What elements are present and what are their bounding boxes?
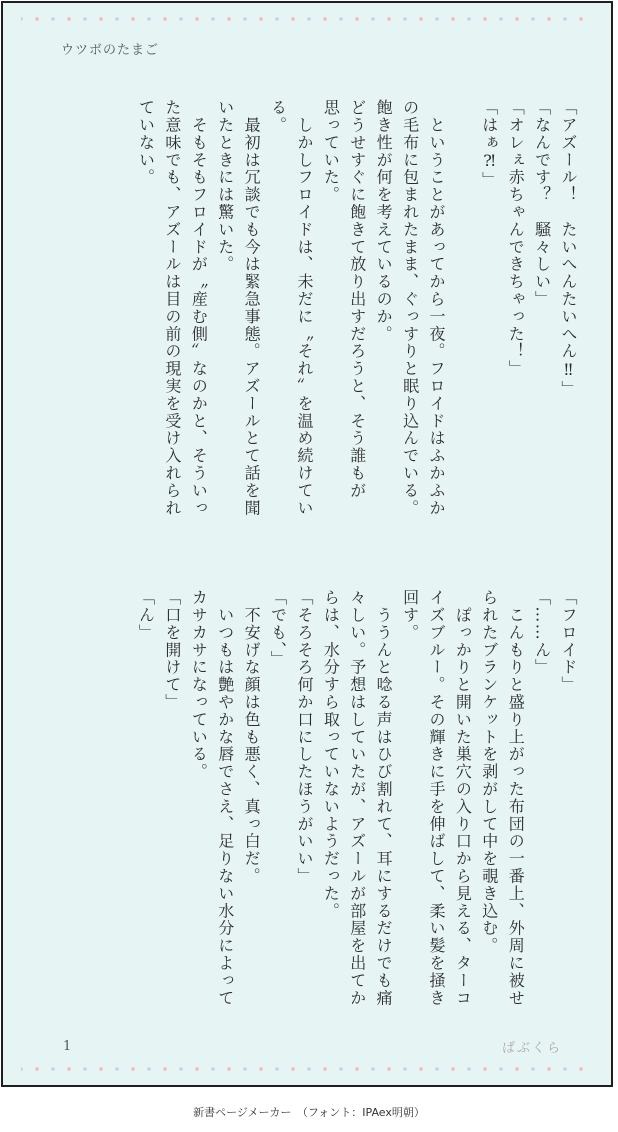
text-line: 「そろそろ何か口にしたほうがいい」 [294, 589, 314, 885]
text-line: らは、水分すら取っていないようだった。 [321, 589, 341, 920]
text-line: 最初は冗談でも今は緊急事態。アズールとて話を聞 [242, 99, 262, 517]
book-page [1, 1, 613, 1087]
text-line: 思っていた。 [321, 99, 341, 204]
text-line: 回す。 [400, 589, 420, 642]
text-line: られたブランケットを剥がして中を覗き込む。 [479, 589, 499, 955]
text-line: た意味でも、アズールは目の前の現実を受け入れられ [162, 99, 182, 517]
author-name: ぱぶくら [502, 1041, 563, 1056]
text-line: 「なんです？ 騒々しい」 [532, 99, 552, 308]
text-line: の毛布に包まれたまま、ぐっすりと眠り込んでいる。 [400, 99, 420, 517]
text-line: 「オレぇ赤ちゃんできちゃった！」 [506, 99, 526, 378]
text-line: 々しい。予想はしていたが、アズールが部屋を出てか [347, 589, 367, 1007]
text-line: しかしフロイドは、未だに〝それ〟を温め続けてい [294, 99, 314, 517]
running-header-title: ウツボのたまご [61, 43, 160, 58]
text-line: る。 [268, 99, 288, 134]
text-line: 飽き性が何を考えているのか。 [374, 99, 394, 343]
text-line: 「でも、」 [268, 589, 288, 668]
text-line: カサカサになっている。 [189, 589, 209, 781]
upper-text-block [132, 99, 581, 529]
page-number: 1 [63, 1039, 72, 1054]
text-line: ううんと唸る声はひび割れて、耳にするだけでも痛 [374, 589, 394, 1007]
text-line: 「アズール！ たいへんたいへん‼」 [559, 99, 578, 398]
text-line: 「……ん」 [532, 589, 552, 676]
lower-text-block [132, 589, 581, 1019]
text-line: 「フロイド」 [559, 589, 578, 694]
text-line: イズブルー。その輝きに手を伸ばして、柔い髪を掻き [426, 589, 446, 1007]
text-line: いたときには驚いた。 [215, 99, 235, 273]
text-line: ということがあってから一夜。フロイドはふかふか [426, 99, 446, 517]
bottom-dotted-border [21, 1067, 593, 1071]
text-line: どうせすぐに飽きて放り出すだろうと、そう誰もが [347, 99, 367, 500]
text-line: そもそもフロイドが〝産む側〟なのかと、そういっ [189, 99, 209, 517]
top-dotted-border [21, 17, 593, 21]
text-line: ていない。 [136, 99, 156, 186]
text-line [449, 99, 475, 529]
text-line: ぽっかりと開いた巣穴の入り口から見える、ターコ [453, 589, 473, 1007]
text-line: いつもは艶やかな唇でさえ、足りない水分によって [215, 589, 235, 1007]
text-line: 「口を開けて」 [162, 589, 182, 711]
text-line: 不安げな顔は色も悪く、真っ白だ。 [242, 589, 262, 885]
text-line: 「ん」 [136, 589, 156, 642]
generator-caption: 新書ページメーカー （フォント：IPAex明朝） [193, 1106, 425, 1119]
text-line: こんもりと盛り上がった布団の一番上、外周に被せ [506, 589, 526, 1007]
text-line: 「はぁ⁈」 [479, 99, 499, 189]
